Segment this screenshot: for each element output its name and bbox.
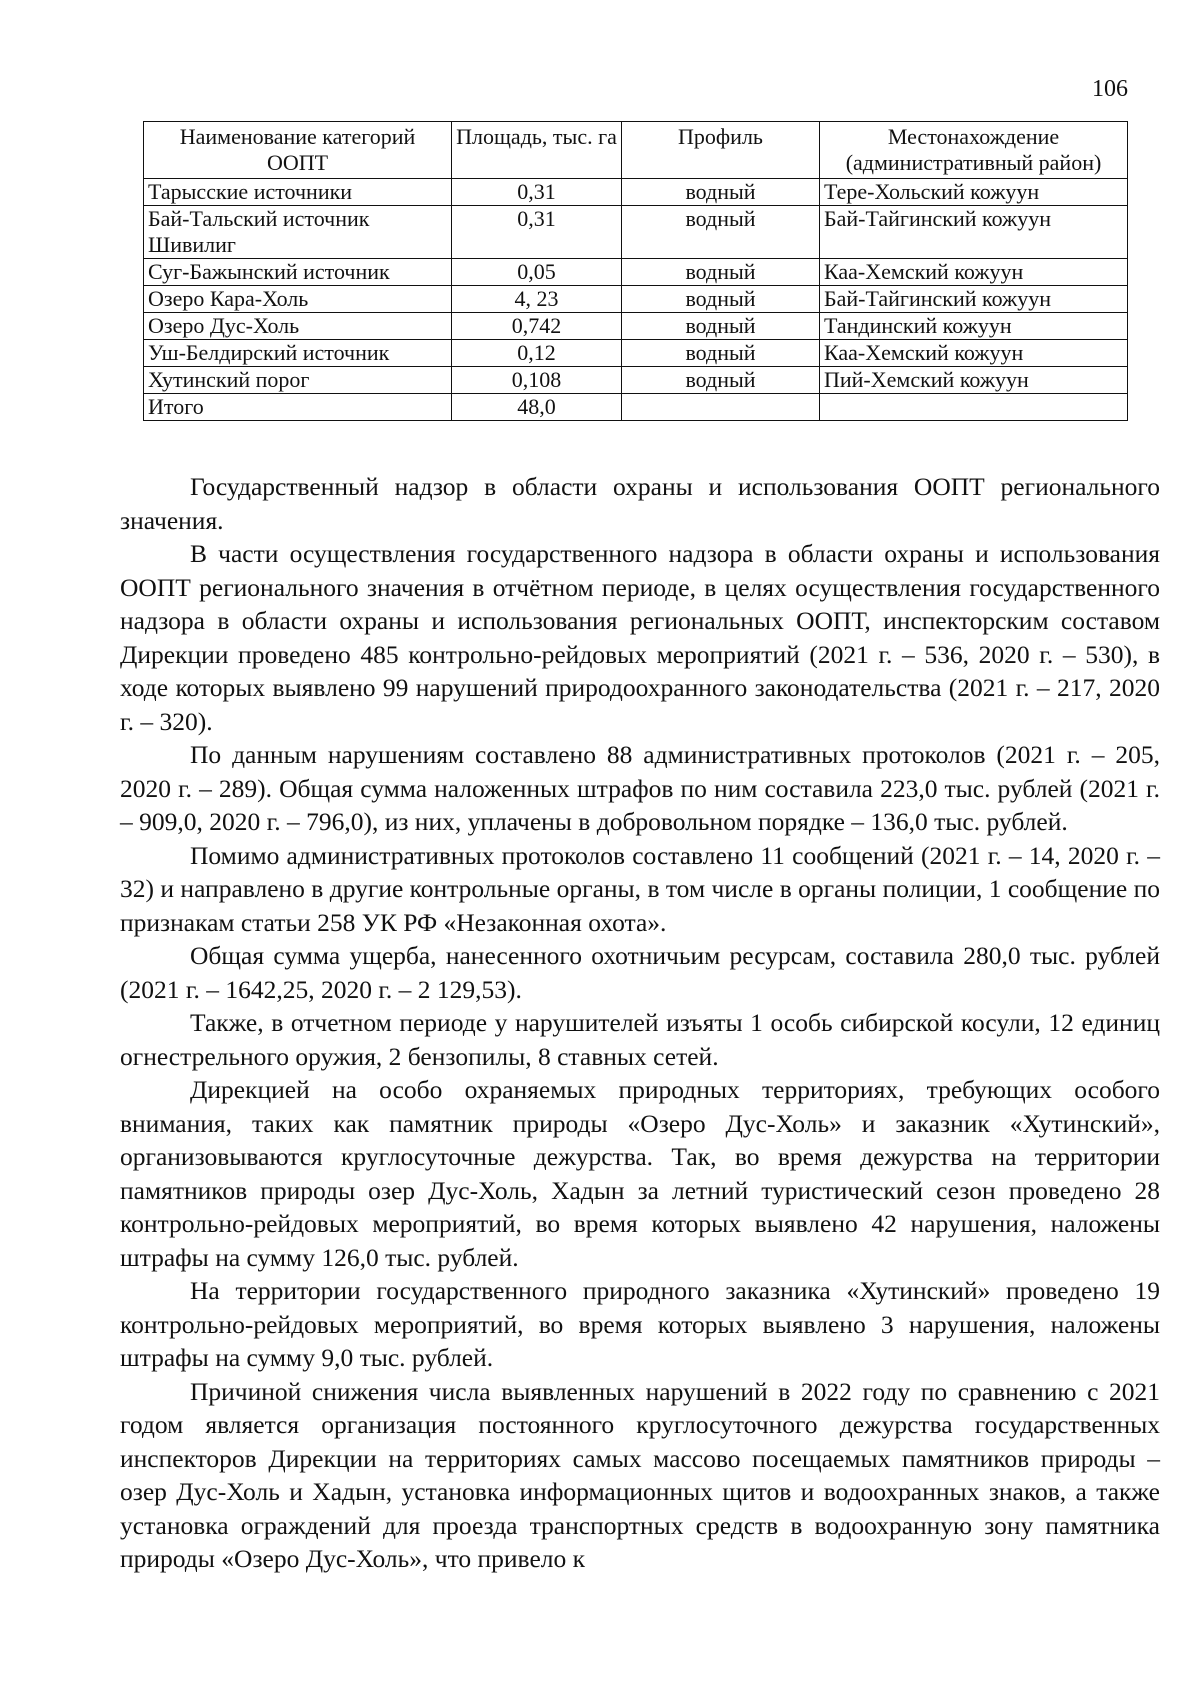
paragraph: Дирекцией на особо охраняемых природных территориях, требующих особого внимания, таких как памятник природы «Озеро Дус-Холь» и заказник «Хутинский», организовываются круглосуточные дежурства. Так, во время дежурства на территории памятников природы озер Дус-Холь, Хадын за летний туристический сезон проведено 28 контрольно-рейдовых мероприятий, во время которых выявлено 42 нарушения, наложены штрафы на сумму 126,0 тыс. рублей. — [120, 1075, 1160, 1272]
table-row — [144, 179, 1128, 206]
header-name: Наименование категорий ООПТ — [144, 122, 452, 179]
cell-area: 0,31 — [452, 206, 622, 259]
cell-area: 0,05 — [452, 259, 622, 286]
paragraph: На территории государственного природного заказника «Хутинский» проведено 19 контрольно-рейдовых мероприятий, во время которых выявлено 3 нарушения, наложены штрафы на сумму 9,0 тыс. рублей. — [120, 1276, 1160, 1372]
cell-location: Бай-Тайгинский кожуун — [820, 286, 1128, 313]
table-row — [144, 286, 1128, 313]
cell-location: Каа-Хемский кожуун — [820, 259, 1128, 286]
table-row — [144, 340, 1128, 367]
section-heading-paragraph: Государственный надзор в области охраны и использования ООПТ регионального значения. — [120, 472, 1160, 535]
cell-location: Тандинский кожуун — [820, 313, 1128, 340]
cell-location: Бай-Тайгинский кожуун — [820, 206, 1128, 259]
header-location: Местонахождение (административный район) — [820, 122, 1128, 179]
cell-name: Озеро Кара-Холь — [144, 286, 452, 313]
paragraph: Общая сумма ущерба, нанесенного охотничьим ресурсам, составила 280,0 тыс. рублей (2021 г. – 1642,25, 2020 г. – 2 129,53). — [120, 941, 1160, 1004]
cell-profile: водный — [622, 206, 820, 259]
table-row — [144, 313, 1128, 340]
cell-profile: водный — [622, 259, 820, 286]
table-row — [144, 259, 1128, 286]
header-profile: Профиль — [622, 122, 820, 179]
table-total-row — [144, 394, 1128, 421]
body-text — [120, 470, 1160, 1576]
cell-name: Бай-Тальский источник Шивилиг — [144, 206, 452, 259]
cell-name: Хутинский порог — [144, 367, 452, 394]
header-area: Площадь, тыс. га — [452, 122, 622, 179]
cell-area: 48,0 — [452, 394, 622, 421]
cell-name: Суг-Бажынский источник — [144, 259, 452, 286]
cell-name: Тарысские источники — [144, 179, 452, 206]
table-header-row — [144, 122, 1128, 179]
paragraph: Причиной снижения числа выявленных нарушений в 2022 году по сравнению с 2021 годом является организация постоянного круглосуточного дежурства государственных инспекторов Дирекции на территориях самых массово посещаемых памятников природы – озер Дус-Холь и Хадын, установка информационных щитов и водоохранных знаков, а также установка ограждений для проезда транспортных средств в водоохранную зону памятника природы «Озеро Дус-Холь», что привело к — [120, 1376, 1160, 1573]
cell-profile: водный — [622, 313, 820, 340]
page-number: 106 — [1092, 76, 1128, 102]
cell-area: 0,31 — [452, 179, 622, 206]
cell-area: 0,108 — [452, 367, 622, 394]
cell-profile: водный — [622, 286, 820, 313]
cell-name: Уш-Белдирский источник — [144, 340, 452, 367]
table-row — [144, 206, 1128, 259]
table-row — [144, 367, 1128, 394]
cell-profile — [622, 394, 820, 421]
cell-area: 0,742 — [452, 313, 622, 340]
paragraph: Также, в отчетном периоде у нарушителей изъяты 1 особь сибирской косули, 12 единиц огнестрельного оружия, 2 бензопилы, 8 ставных сетей. — [120, 1008, 1160, 1071]
cell-profile: водный — [622, 340, 820, 367]
cell-profile: водный — [622, 367, 820, 394]
paragraph: Помимо административных протоколов составлено 11 сообщений (2021 г. – 14, 2020 г. – 32) и направлено в другие контрольные органы, в том числе в органы полиции, 1 сообщение по признакам статьи 258 УК РФ «Незаконная охота». — [120, 840, 1160, 937]
cell-area: 4, 23 — [452, 286, 622, 313]
paragraph: В части осуществления государственного надзора в области охраны и использования ООПТ регионального значения в отчётном периоде, в целях осуществления государственного надзора в области охраны и использования региональных ООПТ, инспекторским составом Дирекции проведено 485 контрольно-рейдовых мероприятий (2021 г. – 536, 2020 г. – 530), в ходе которых выявлено 99 нарушений природоохранного законодательства (2021 г. – 217, 2020 г. – 320). — [120, 539, 1160, 736]
cell-area: 0,12 — [452, 340, 622, 367]
cell-name: Озеро Дус-Холь — [144, 313, 452, 340]
paragraph: По данным нарушениям составлено 88 административных протоколов (2021 г. – 205, 2020 г. – 289). Общая сумма наложенных штрафов по ним составила 223,0 тыс. рублей (2021 г. – 909,0, 2020 г. – 796,0), из них, уплачены в добровольном порядке – 136,0 тыс. рублей. — [120, 740, 1160, 836]
cell-location — [820, 394, 1128, 421]
cell-name: Итого — [144, 394, 452, 421]
cell-profile: водный — [622, 179, 820, 206]
cell-location: Тере-Хольский кожуун — [820, 179, 1128, 206]
cell-location: Каа-Хемский кожуун — [820, 340, 1128, 367]
cell-location: Пий-Хемский кожуун — [820, 367, 1128, 394]
oopt-table — [143, 121, 1128, 421]
